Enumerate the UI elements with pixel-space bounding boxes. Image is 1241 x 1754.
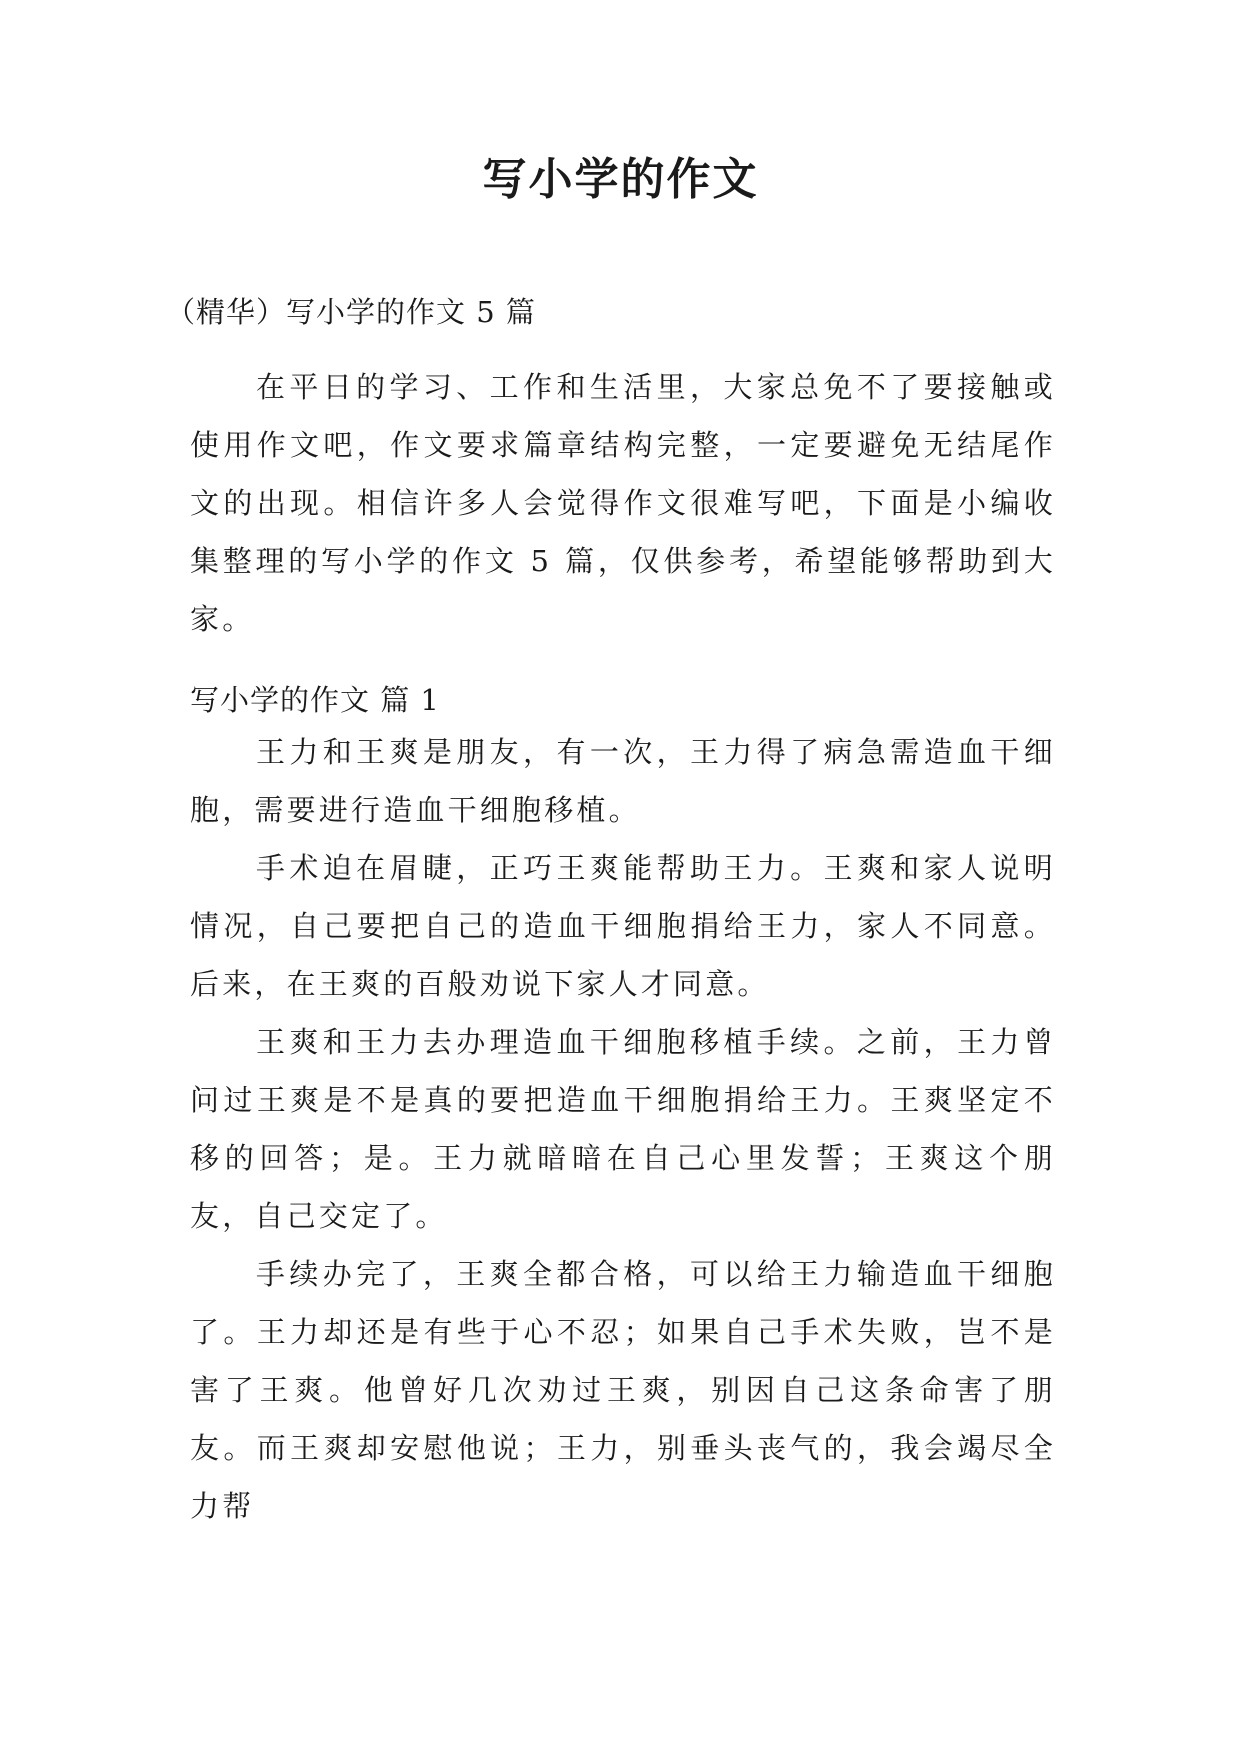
paragraph-2: 手术迫在眉睫，正巧王爽能帮助王力。王爽和家人说明情况，自己要把自己的造血干细胞捐给王力，家人不同意。后来，在王爽的百般劝说下家人才同意。 [190,851,1056,1001]
paragraph-3: 王爽和王力去办理造血干细胞移植手续。之前，王力曾问过王爽是不是真的要把造血干细胞捐给王力。王爽坚定不移的回答；是。王力就暗暗在自己心里发誓；王爽这个朋友，自己交定了。 [190,1025,1056,1233]
paragraph-4: 手续办完了，王爽全都合格，可以给王力输造血干细胞了。王力却还是有些于心不忍；如果自己手术失败，岂不是害了王爽。他曾好几次劝过王爽，别因自己这条命害了朋友。而王爽却安慰他说；王力，别垂头丧气的，我会竭尽全力帮 [190,1257,1056,1523]
paragraph-1: 王力和王爽是朋友，有一次，王力得了病急需造血干细胞，需要进行造血干细胞移植。 [190,735,1056,827]
document-title: 写小学的作文 [482,154,759,205]
document-subtitle: （精华）写小学的作文 5 篇 [166,295,536,329]
section-heading: 写小学的作文 篇 1 [190,683,440,717]
intro-paragraph: 在平日的学习、工作和生活里，大家总免不了要接触或使用作文吧，作文要求篇章结构完整，一定要避免无结尾作文的出现。相信许多人会觉得作文很难写吧，下面是小编收集整理的写小学的作文 5 篇，仅供参考，希望能够帮助到大家。 [190,370,1056,636]
